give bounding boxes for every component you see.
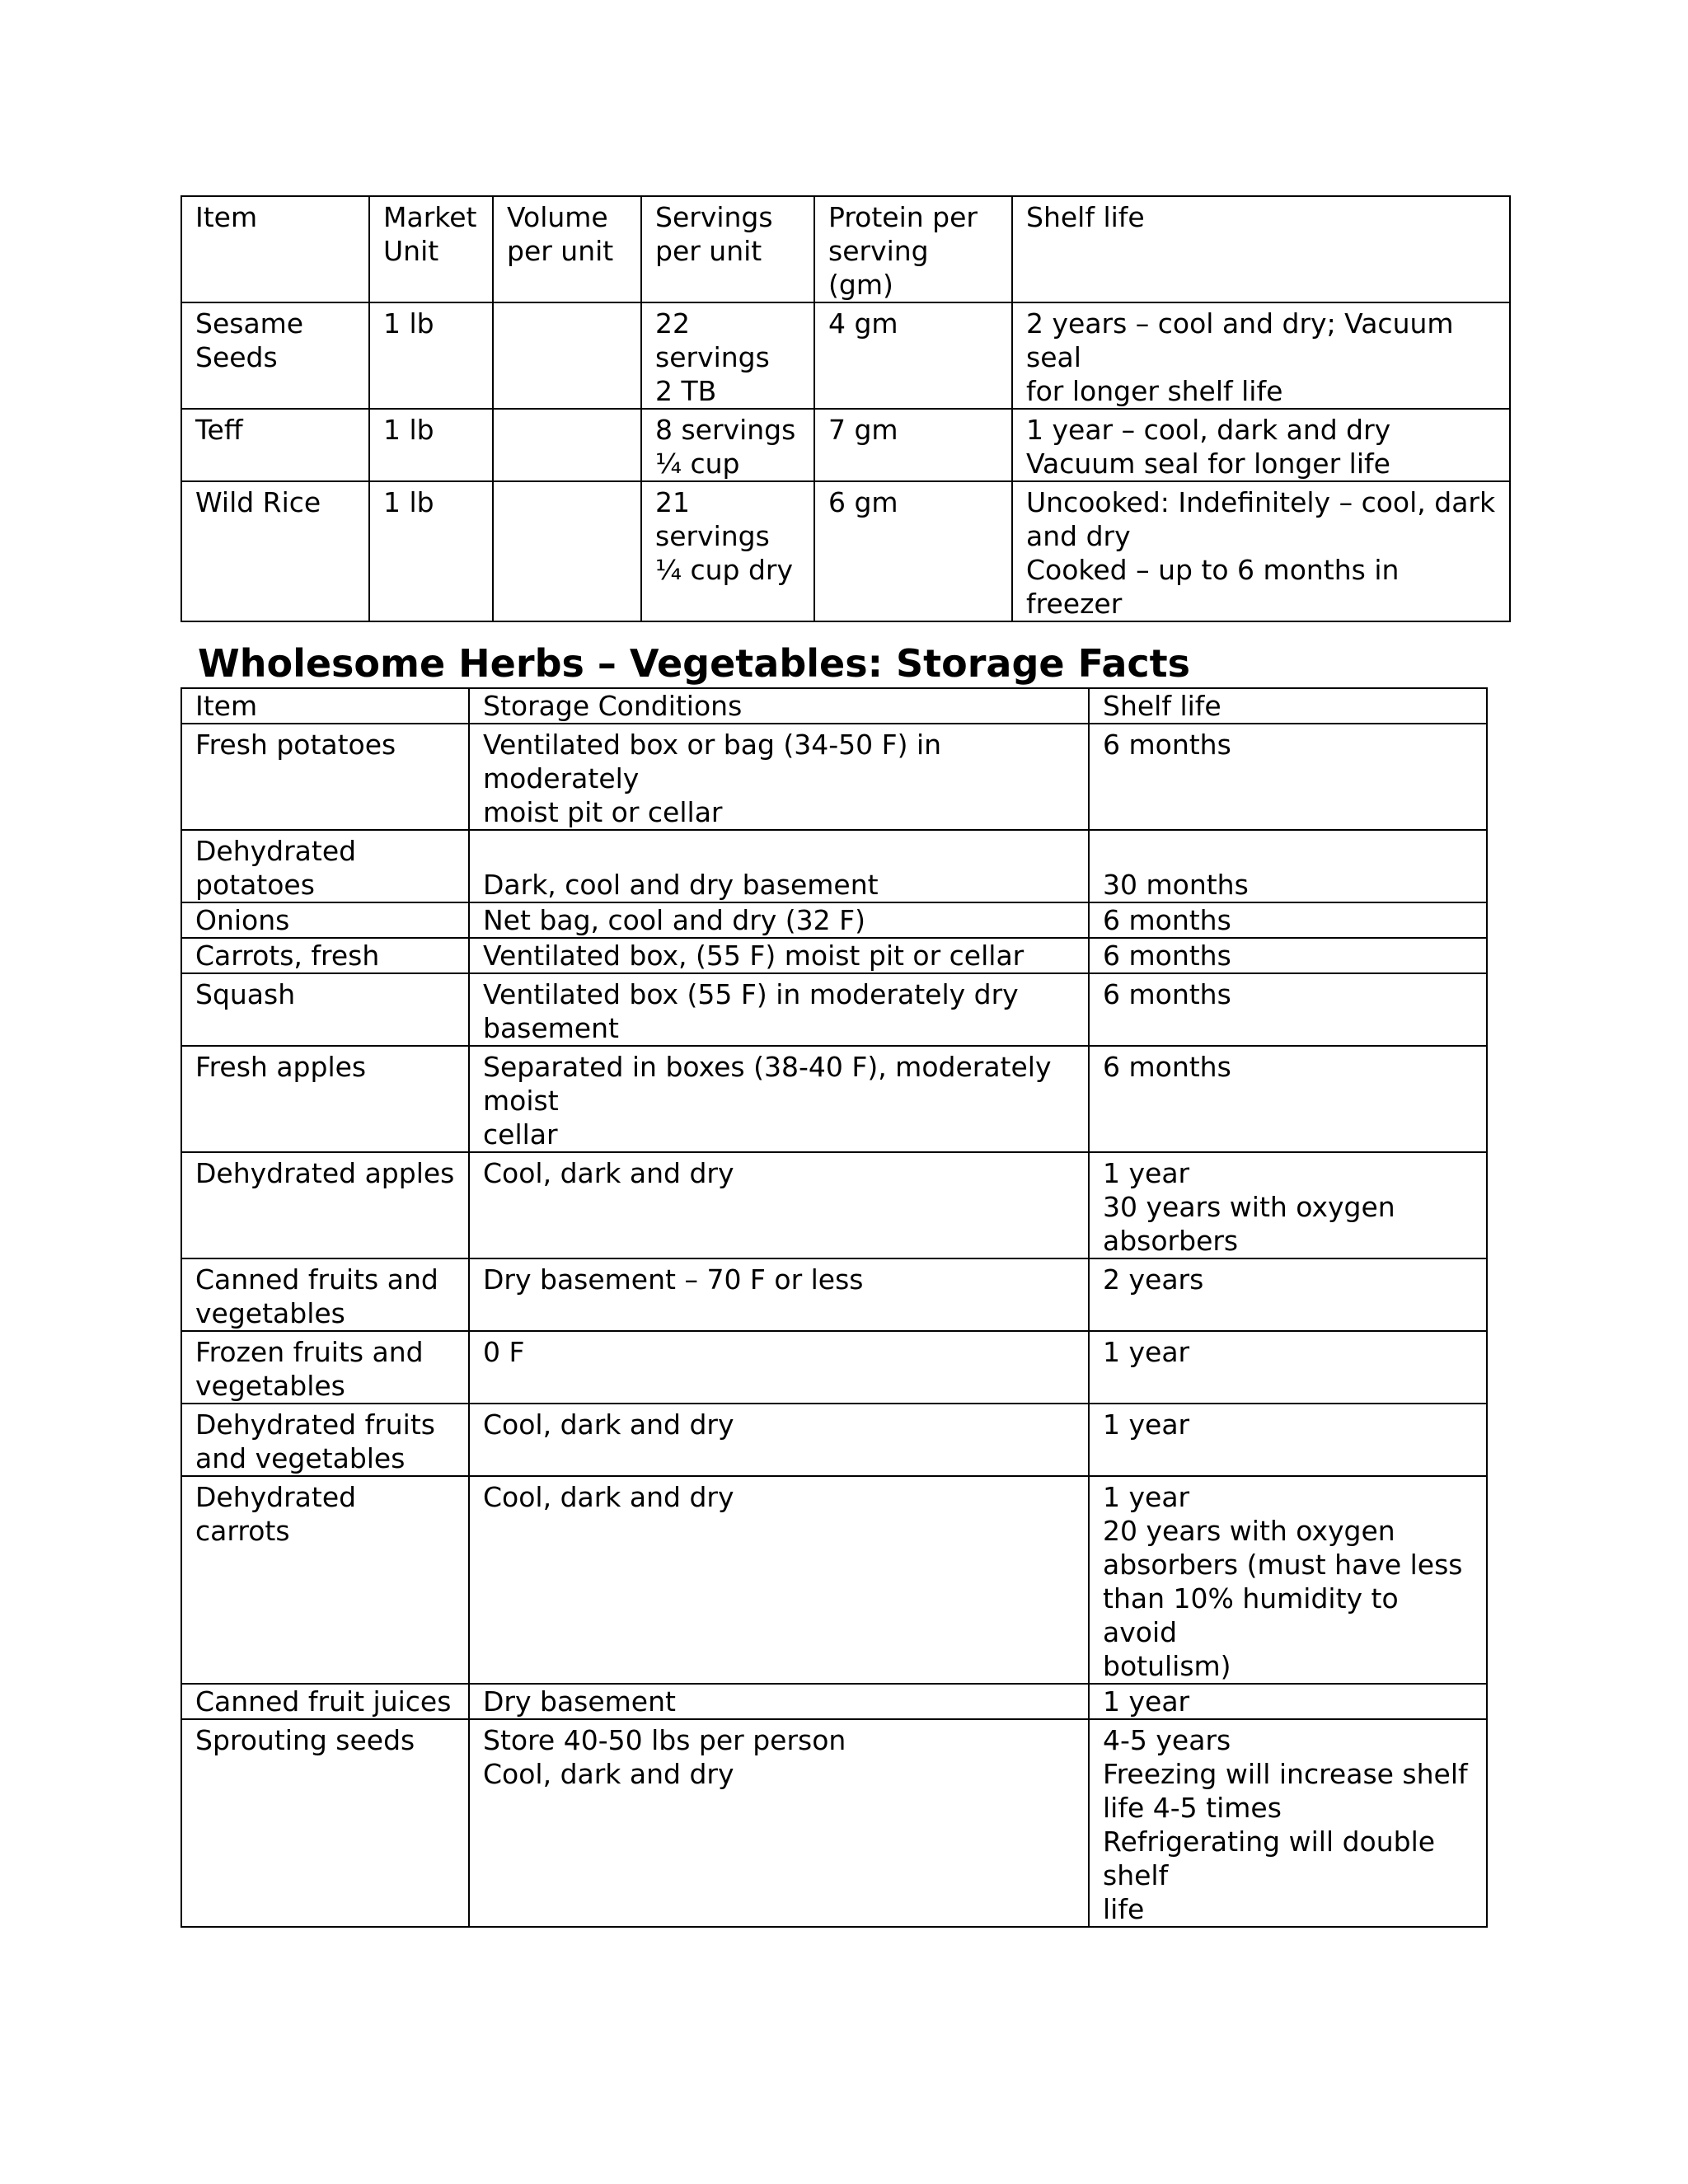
cell-storage-conditions: Store 40-50 lbs per person Cool, dark and dry [469, 1719, 1089, 1927]
cell-storage-conditions: Separated in boxes (38-40 F), moderately moist cellar [469, 1046, 1089, 1152]
cell-item: Fresh apples [181, 1046, 469, 1152]
cell-item: Sesame Seeds [181, 302, 369, 409]
table-row [181, 973, 1487, 1046]
header-item: Item [181, 196, 369, 302]
table-header-row [181, 688, 1487, 724]
cell-item: Wild Rice [181, 481, 369, 621]
cell-item: Sprouting seeds [181, 1719, 469, 1927]
cell-shelf-life: 2 years – cool and dry; Vacuum seal for longer shelf life [1012, 302, 1510, 409]
cell-volume-per-unit [493, 302, 641, 409]
cell-shelf-life: 1 year [1089, 1404, 1487, 1476]
header-item: Item [181, 688, 469, 724]
table-row [181, 409, 1510, 481]
cell-item: Squash [181, 973, 469, 1046]
cell-item: Dehydrated fruits and vegetables [181, 1404, 469, 1476]
table-row [181, 1404, 1487, 1476]
table-row [181, 302, 1510, 409]
cell-protein-per-serving: 4 gm [814, 302, 1012, 409]
cell-shelf-life: 6 months [1089, 724, 1487, 830]
cell-shelf-life: 1 year [1089, 1684, 1487, 1719]
cell-shelf-life: 6 months [1089, 938, 1487, 973]
cell-storage-conditions: Net bag, cool and dry (32 F) [469, 902, 1089, 938]
table-row [181, 1684, 1487, 1719]
cell-storage-conditions: Cool, dark and dry [469, 1152, 1089, 1258]
cell-storage-conditions: Cool, dark and dry [469, 1404, 1089, 1476]
table-row [181, 1046, 1487, 1152]
cell-item: Canned fruits and vegetables [181, 1258, 469, 1331]
header-protein-per-serving: Protein per serving (gm) [814, 196, 1012, 302]
header-shelf-life: Shelf life [1012, 196, 1510, 302]
table-row [181, 938, 1487, 973]
cell-item: Carrots, fresh [181, 938, 469, 973]
cell-shelf-life: 6 months [1089, 1046, 1487, 1152]
cell-protein-per-serving: 6 gm [814, 481, 1012, 621]
cell-servings-per-unit: 21 servings ¼ cup dry [641, 481, 814, 621]
cell-volume-per-unit [493, 481, 641, 621]
cell-market-unit: 1 lb [369, 409, 493, 481]
cell-shelf-life: 1 year 30 years with oxygen absorbers [1089, 1152, 1487, 1258]
cell-storage-conditions: Cool, dark and dry [469, 1476, 1089, 1684]
header-volume-per-unit: Volume per unit [493, 196, 641, 302]
table-row [181, 1331, 1487, 1404]
cell-storage-conditions: Ventilated box or bag (34-50 F) in moderately moist pit or cellar [469, 724, 1089, 830]
cell-shelf-life: 6 months [1089, 973, 1487, 1046]
cell-volume-per-unit [493, 409, 641, 481]
cell-shelf-life: 1 year [1089, 1331, 1487, 1404]
herbs-vegetables-table [181, 687, 1488, 1928]
table-row [181, 902, 1487, 938]
cell-shelf-life: 1 year – cool, dark and dry Vacuum seal for longer life [1012, 409, 1510, 481]
header-servings-per-unit: Servings per unit [641, 196, 814, 302]
cell-shelf-life: 1 year 20 years with oxygen absorbers (must have less than 10% humidity to avoid botulism) [1089, 1476, 1487, 1684]
cell-storage-conditions: 0 F [469, 1331, 1089, 1404]
cell-servings-per-unit: 22 servings 2 TB [641, 302, 814, 409]
header-storage-conditions: Storage Conditions [469, 688, 1089, 724]
cell-storage-conditions: Dry basement [469, 1684, 1089, 1719]
cell-item: Dehydrated carrots [181, 1476, 469, 1684]
table-row [181, 481, 1510, 621]
cell-market-unit: 1 lb [369, 302, 493, 409]
table-header-row [181, 196, 1510, 302]
cell-item: Onions [181, 902, 469, 938]
cell-shelf-life: 30 months [1089, 830, 1487, 902]
cell-item: Teff [181, 409, 369, 481]
cell-item: Canned fruit juices [181, 1684, 469, 1719]
table-row [181, 1258, 1487, 1331]
cell-storage-conditions: Ventilated box, (55 F) moist pit or cellar [469, 938, 1089, 973]
cell-servings-per-unit: 8 servings ¼ cup [641, 409, 814, 481]
cell-protein-per-serving: 7 gm [814, 409, 1012, 481]
cell-storage-conditions: Dark, cool and dry basement [469, 830, 1089, 902]
cell-storage-conditions: Dry basement – 70 F or less [469, 1258, 1089, 1331]
cell-shelf-life: 6 months [1089, 902, 1487, 938]
cell-item: Fresh potatoes [181, 724, 469, 830]
header-market-unit: Market Unit [369, 196, 493, 302]
cell-shelf-life: 2 years [1089, 1258, 1487, 1331]
table-row [181, 1152, 1487, 1258]
cell-item: Dehydrated potatoes [181, 830, 469, 902]
cell-item: Dehydrated apples [181, 1152, 469, 1258]
header-shelf-life: Shelf life [1089, 688, 1487, 724]
table-row [181, 1719, 1487, 1927]
section-title: Wholesome Herbs – Vegetables: Storage Facts [198, 641, 1191, 686]
cell-shelf-life: Uncooked: Indefinitely – cool, dark and dry Cooked – up to 6 months in freezer [1012, 481, 1510, 621]
table-row [181, 830, 1487, 902]
grains-table [181, 195, 1511, 622]
cell-item: Frozen fruits and vegetables [181, 1331, 469, 1404]
table-row [181, 724, 1487, 830]
cell-storage-conditions: Ventilated box (55 F) in moderately dry basement [469, 973, 1089, 1046]
cell-market-unit: 1 lb [369, 481, 493, 621]
cell-shelf-life: 4-5 years Freezing will increase shelf life 4-5 times Refrigerating will double shelf life [1089, 1719, 1487, 1927]
table-row [181, 1476, 1487, 1684]
